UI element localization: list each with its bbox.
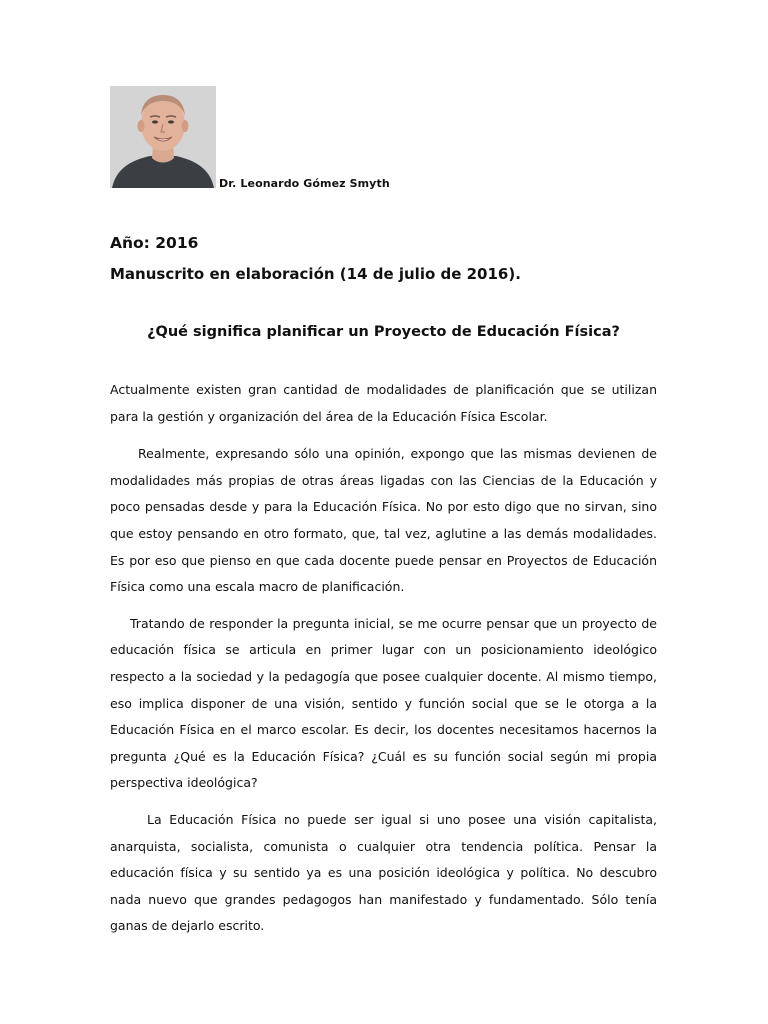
paragraph: La Educación Física no puede ser igual si uno posee una visión capitalista, anarquista, socialista, comunista o cualquier otra tendencia política. Pensar la educación física y su sentido ya es una posición ideológica y política. No descubro nada nuevo que grandes pedagogos han manifestado y fundamentado. Sólo tenía ganas de dejarlo escrito.: [110, 811, 657, 934]
paragraph: Realmente, expresando sólo una opinión, expongo que las mismas devienen de modalidades más propias de otras áreas ligadas con las Ciencias de la Educación y poco pensadas desde y para la Educación Física. No por esto digo que no sirvan, sino que estoy pensando en otro formato, que, tal vez, aglutine a las demás modalidades. Es por eso que pienso en que cada docente puede pensar en Proyectos de Educación Física como una escala macro de planificación.: [110, 446, 657, 595]
paragraph: Actualmente existen gran cantidad de modalidades de planificación que se utilizan para la gestión y organización del área de la Educación Física Escolar.: [110, 382, 657, 424]
author-portrait-image: [110, 86, 216, 188]
document-meta: [110, 228, 521, 290]
author-name: Dr. Leonardo Gómez Smyth: [219, 177, 390, 190]
author-header: [110, 86, 390, 188]
document-title: ¿Qué significa planificar un Proyecto de Educación Física?: [147, 324, 620, 340]
year-line: Año: 2016: [110, 234, 199, 252]
status-line: Manuscrito en elaboración (14 de julio de 2016).: [110, 265, 521, 283]
author-photo: [110, 86, 216, 188]
paragraph: Tratando de responder la pregunta inicial, se me ocurre pensar que un proyecto de educación física se articula en primer lugar con un posicionamiento ideológico respecto a la sociedad y la pedagogía que posee cualquier docente. Al mismo tiempo, eso implica disponer de una visión, sentido y función social que se le otorga a la Educación Física en el marco escolar. Es decir, los docentes necesitamos hacernos la pregunta ¿Qué es la Educación Física? ¿Cuál es su función social según mi propia perspectiva ideológica?: [110, 615, 657, 791]
document-body: [110, 377, 657, 950]
